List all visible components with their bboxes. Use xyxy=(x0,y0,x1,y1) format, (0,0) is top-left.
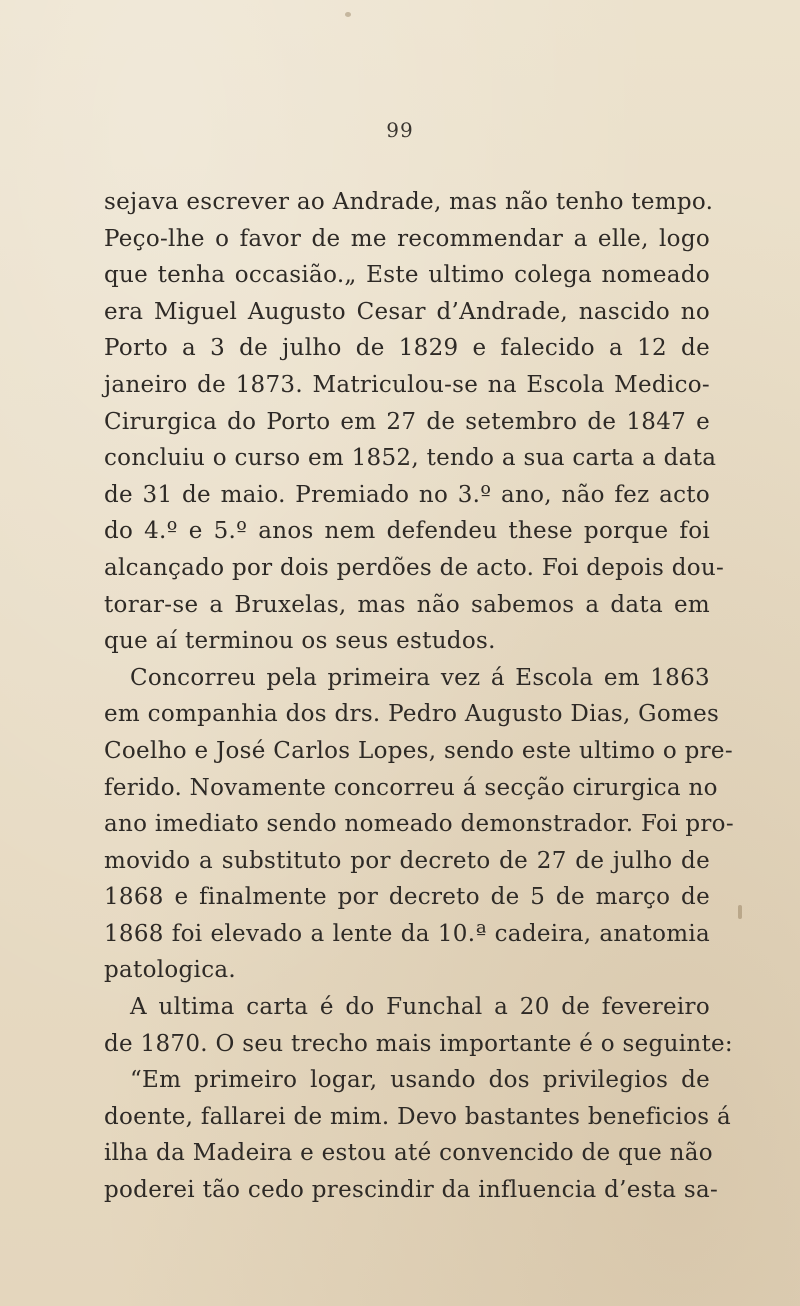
text-line: “Em primeiro logar, usando dos privilegios de xyxy=(130,1067,710,1094)
ink-spot xyxy=(738,905,742,919)
text-line: em companhia dos drs. Pedro Augusto Dias, Gomes xyxy=(104,701,720,728)
text-line: alcançado por dois perdões de acto. Foi depois dou- xyxy=(104,554,725,581)
text-line: ilha da Madeira e estou até convencido de que não xyxy=(104,1140,713,1167)
text-line: A ultima carta é do Funchal a 20 de fevereiro xyxy=(130,994,710,1021)
text-line: 1868 foi elevado a lente da 10.ª cadeira, anatomia xyxy=(104,920,710,947)
text-line: do 4.º e 5.º anos nem defendeu these porque foi xyxy=(104,518,710,545)
text-line: concluiu o curso em 1852, tendo a sua carta a data xyxy=(104,445,717,472)
text-line: Cirurgica do Porto em 27 de setembro de 1847 e xyxy=(104,408,710,435)
text-line: era Miguel Augusto Cesar d’Andrade, nascido no xyxy=(104,298,710,325)
text-line: de 1870. O seu trecho mais importante é o seguinte: xyxy=(104,1030,733,1057)
text-line: ano imediato sendo nomeado demonstrador. Foi pro- xyxy=(104,811,734,838)
text-line: 1868 e finalmente por decreto de 5 de março de xyxy=(104,884,710,911)
text-line: doente, fallarei de mim. Devo bastantes beneficios á xyxy=(104,1103,731,1130)
text-line: patologica. xyxy=(104,957,237,984)
text-line: Peço-lhe o favor de me recommendar a elle, logo xyxy=(104,225,710,252)
text-line: que tenha occasião.„ Este ultimo colega nomeado xyxy=(104,262,710,289)
text-line: movido a substituto por decreto de 27 de julho de xyxy=(104,847,710,874)
text-line: ferido. Novamente concorreu á secção cirurgica no xyxy=(104,774,718,801)
text-line: de 31 de maio. Premiado no 3.º ano, não fez acto xyxy=(104,481,710,508)
page-number: 99 xyxy=(386,118,414,142)
body-text xyxy=(104,184,734,1209)
ink-spot xyxy=(345,12,351,17)
text-line: sejava escrever ao Andrade, mas não tenho tempo. xyxy=(104,189,714,215)
text-line: torar-se a Bruxelas, mas não sabemos a data em xyxy=(104,591,710,618)
text-line: Porto a 3 de julho de 1829 e falecido a 12 de xyxy=(104,335,710,362)
text-line: poderei tão cedo prescindir da influencia d’esta sa- xyxy=(104,1177,719,1204)
text-line: Concorreu pela primeira vez á Escola em 1863 xyxy=(130,664,710,691)
text-line: janeiro de 1873. Matriculou-se na Escola Medico- xyxy=(104,371,710,398)
text-line: Coelho e José Carlos Lopes, sendo este ultimo o pre- xyxy=(104,737,733,764)
text-line: que aí terminou os seus estudos. xyxy=(104,628,496,655)
